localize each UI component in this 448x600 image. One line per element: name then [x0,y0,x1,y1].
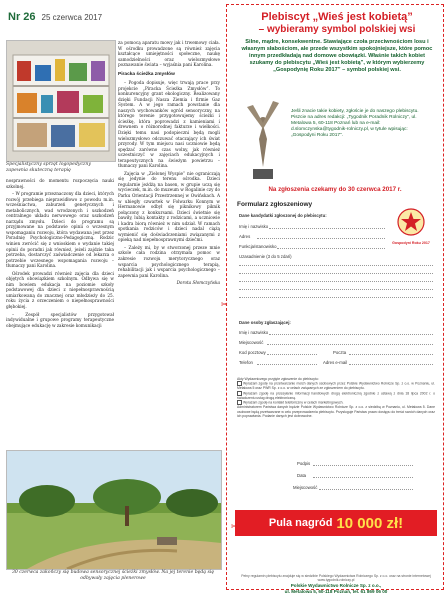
photo1-caption: Specjalistyczny sprzęt logopedyczny zapewnia skuteczną terapię [6,162,91,173]
sender-postcode-label: Kod pocztowy [239,350,266,355]
sender-post-label: Poczta [333,350,347,355]
plebiscyt-deadline: Na zgłoszenia czekamy do 30 czerwca 2017 r. [268,186,402,193]
sender-postcode-field[interactable] [267,354,317,355]
article-paragraph: – Zależy mi, by w stworzonej przeze mnie szkole cała rodzina otrzymała pomoc w zakresie rozwoju merytorycznego oraz wsparcia psychologicznego terapią, rehabilitacji jak i wsparcia psychologicznego – zapewnia pani Karolina. [118,244,220,278]
place-label: Miejscowość [293,485,318,490]
award-badge-icon [396,207,426,237]
consent-note: Administratorem Państwa danych będzie Polskie Wydawnictwo Rolnicze Sp. z o.o. z siedzibą w Poznaniu, ul. Metalowa 5. Dane osobowe będą przetwarzane w celu przeprowadzenia plebiscytu. Przysługuje Państwu prawo dostępu do treści swoich danych oraz ich poprawiania. Podanie danych jest dobrowolne. [237,405,435,419]
sender-name-label: Imię i nazwisko [239,330,269,335]
article-paragraph: – Zespół specjalistów przygotował indywidualne i grupowe programy terapeutyczne obejmujące edukację w zakresie komunikacji [6,311,114,328]
signature-label: Podpis [297,461,311,466]
nominee-name-label: Imię i nazwisko [239,224,269,229]
consent-item: Wyrażam zgodę na przesyłanie informacji handlowych drogą elektroniczną zgodnie z ustawą z dnia 18 lipca 2002 r. o świadczeniu usług drogą elektroniczną. [237,391,435,400]
nominee-reason-line[interactable] [239,297,433,298]
page-header [6,0,220,34]
nominee-address-label: Adres [239,234,251,239]
photo-logopedic-equipment-image [7,41,115,161]
scissors-icon: ✂ [231,522,238,531]
signature-field[interactable] [313,465,413,466]
article-paragraph: – Pogoda dopisuje, więc trwają prace przy projekcie „Piracka Ścieżka Zmysłów”. To konkurencyjny grant ekologiczny. Realizowany dzięki Fundacji Nasza Ziemia i firmie Gaz System. A w jego ramach powstanie dla naszych wychowanków ogród sensoryczny, na którego terenie przygotowujemy ścieżki i ścieżkę, która poprowadzi z kamieniami i drewnem o różnorodnej fakturze i wielkości. Dzięki temu nasi podopieczni będą mogli wielozmysłowo odczuwać otaczający ich świat przyrody. W tym miejscu nasi uczniowie będą spędzać zarówno czas wolny, jak również uczestniczyć w zajęciach edukacyjnych i terapeutycznych na świeżym powietrzu – tłumaczy pani Karolina. [118,80,220,169]
publisher-footer [236,583,436,595]
photo-sensory-path [6,450,222,570]
nominee-name-field[interactable] [269,228,385,229]
article-col1-top [6,178,114,330]
sender-phone-field[interactable] [257,364,317,365]
plebiscyt-intro: Silne, mądre, konsekwentne. Stawiające czoła przeciwnościom losu i własnym słabościom, ale przede wszystkim spokojniejsze, które pomoc innym przedkładają nad domowe obowiązki. Właśnie takich kobiet szukamy do plebiscytu „Wieś jest kobietą”, w którym wybierzemy „Gospodynię Roku 2017” – symbol polskiej wsi. [241,39,433,73]
consent-intro: Akty Wydawniczego przyjęte zgłoszenie do plebiscytu: [237,377,319,381]
prize-amount: 10 000 zł! [336,514,404,532]
nominee-header: Dane kandydatki zgłoszonej do plebiscytu: [239,213,327,218]
sender-name-field[interactable] [269,334,433,335]
photo-sensory-path-image [7,451,221,569]
nominee-role-field[interactable] [277,248,385,249]
consent-item: Wyrażam zgodę na przetwarzanie moich danych osobowych przez Polskie Wydawnictwo Rolnicze Sp. z o.o. w Poznaniu, ul. Metalowa 5 oraz PWR Sp. z o.o. w celach związanych ze zgłoszeniem do plebiscytu. [237,381,435,391]
prize-banner [235,510,437,536]
plebiscyt-title-line2: – wybieramy symbol polskiej wsi [258,23,416,35]
statue-image [239,95,287,181]
article-subheading: Piracka ścieżka zmysłów [118,71,175,77]
place-field[interactable] [319,489,413,490]
plebiscyt-title [235,11,439,35]
plebiscyt-howto: Jeśli znacie takie kobiety, zgłoście je do naszego plebiscytu. Piszcie na adres redakcji: „Tygodnik Poradnik Rolniczy”, ul. Metalowa 5, 60-118 Poznań lub na e-mail: d.slomczynska@tygodnik-rolniczy.pl, w tytule wpisując: „Gospodyni Roku 2017”. [291,109,419,138]
issue-date: 25 czerwca 2017 [41,12,103,22]
sender-city-label: Miejscowość [239,340,264,345]
sender-email-label: Adres e-mail [323,360,348,365]
regulation-note: Pełny regulamin plebiscytu znajduje się w siedzibie Polskiego Wydawnictwa Rolniczego Sp. z o.o. oraz na stronie internetowej www.tygodnik-rolniczy.pl [241,574,431,582]
consent-item: Wyrażam zgodę na kontakt telefoniczny w celach marketingowych. [237,400,435,405]
sender-phone-label: Telefon [239,360,253,365]
scissors-icon: ✂ [221,300,228,309]
award-badge-label: Gospodyni Roku 2017 [392,241,430,245]
publisher-name: Polskie Wydawnictwo Rolnicze Sp. z o.o., [290,583,382,588]
photo-logopedic-equipment [6,40,116,162]
issue-number: Nr 26 [8,11,36,23]
article-col2 [118,40,220,288]
nominee-reason-line[interactable] [239,289,433,290]
nominee-reason-label: Uzasadnienie (3 do 5 zdań) [239,254,292,259]
sender-header: Dane osoby zgłaszającej: [239,320,291,325]
nominee-role-label: Funkcja/stanowisko [239,244,277,249]
left-column [6,0,220,34]
trophy-icon [239,95,287,181]
nominee-reason-line[interactable] [239,265,433,266]
plebiscyt-title-line1: Plebiscyt „Wieś jest kobietą” [261,11,413,23]
plebiscyt-coupon [226,4,444,590]
sender-post-field[interactable] [349,354,433,355]
publisher-address: ul. Metalowa 5, 60-118 Poznań, tel. 61 869 06 00 [284,589,388,595]
article-paragraph: za pomocą aparatu mowy jak i trwemowy ciała. W ośrodku prowadzone są również zajęcia kształcące umiejętności społeczne, naukę samodzielności oraz wielozmysłowe poznawanie świata – wyjaśnia pani Karolina. [118,40,220,68]
date-label: Data [297,473,307,478]
form-title: Formularz zgłoszeniowy [237,201,313,208]
award-badge [389,207,433,247]
sender-city-field[interactable] [267,344,433,345]
article-signature: Dorota Słomczyńska [176,280,220,286]
nominee-reason-line[interactable] [239,281,433,282]
article-paragraph: nosprawności do momentu rozpoczęcia nauki szkolnej. [6,178,114,189]
nominee-address-field[interactable] [257,238,385,239]
nominee-reason-line[interactable] [239,273,433,274]
prize-lead: Pula nagród [268,517,333,529]
consent-block [237,377,435,419]
date-field[interactable] [313,477,413,478]
photo2-caption: 30 czerwca zakończy się budowa sensorycznej ścieżki zmysłów. Na jej terenie będą się odbywały zajęcia plenerowe [11,570,215,581]
article-paragraph: Zajęcia w „Zielonej Wyspie” nie ograniczają się jedynie do terenu ośrodka. Dzieci regularnie jeżdżą na basen, w grupie uczą się wycieczek, m.in. do muzeum w Rogalinie czy do Parku Orientacji Przestrzennej w Owińskach. A w ubiegły czwartek w Folwarku Konnym w Hermanowie odbył się piknikowy piknik połączony z konkursami. Dzieci świetnie się bawiły, lubią kontakty z rodzicami, a uczniowie i kadra biorą również w nim udział. W ramach spotkania rodziców i dzieci nadal ciążą wymienić się doświadczeniami związanymi z opieką nad niepełnosprawnymi dziećmi. [118,170,220,243]
sender-email-field[interactable] [349,364,433,365]
article-paragraph: Ośrodek prowadzi również zajęcia dla dzieci objętych obowiązkiem szkolnym. Odbywa się w nim bowiem edukacja na poziomie szkoły podstawowej dla dzieci z niepełnosprawnością umiarkowaną do znacznej oraz młodzieży do 25. roku życia z orzeczeniem o niepełnosprawności głębokiej. [6,270,114,310]
article-paragraph: – W programie przeznaczony dla dzieci, których rozwój przebiega nieprawidłowo z powodu m.in. wcześniactwa, zaburzeń genetycznych i metabolicznych, wad wrodzonych i uszkodzeń centralnego układu nerwowego oraz uszkodzeń narządu zmysłu. Dzieci do programu są przyjmowane na podstawie opinii o wczesnym wspomaganiu rozwoju, która wydawana jest przez Poradnię Psychologiczno-Pedagogiczną. Rodzic winien zwrócić się z wnioskiem o wydanie takiej opinii do poradni jak również, jeżeli zajdzie taka potrzeba, dostarczyć zaświadczenie od lekarza o potrzebie wczesnego wspomagania rozwoju – tłumaczy pani Karolina. [6,191,114,269]
